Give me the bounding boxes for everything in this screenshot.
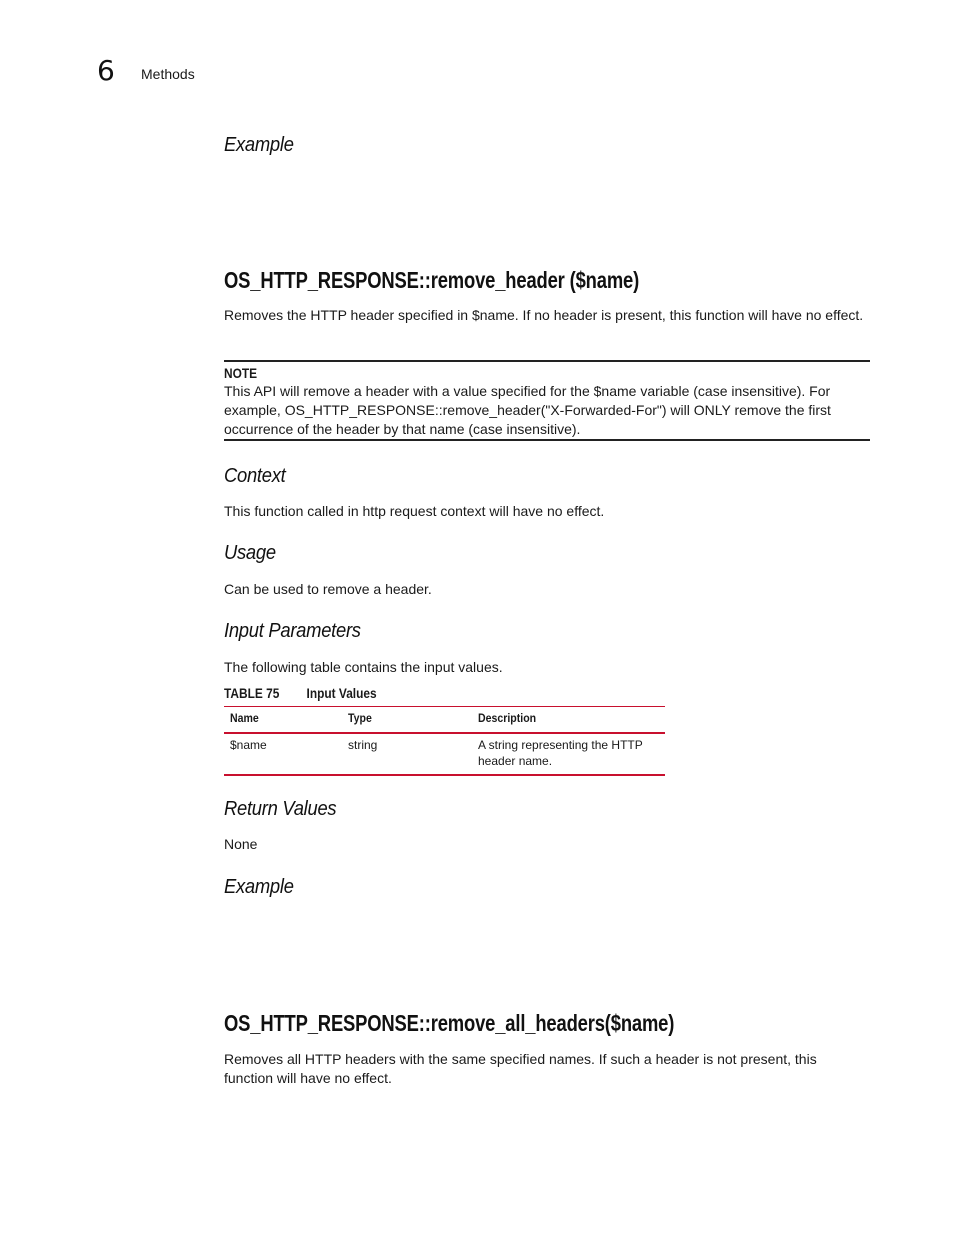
input-values-table (224, 706, 665, 776)
note-title: NOTE (224, 365, 258, 381)
note-text: This API will remove a header with a value specified for the $name variable (case insensitive). For example, OS_HTTP_RESPONSE::remove_header("X-Forwarded-For") will ONLY remove the first occurrence of the header by that name (case insensitive). (224, 383, 831, 437)
usage-heading: Usage (224, 542, 276, 564)
chapter-number: 6 (97, 54, 115, 87)
context-heading: Context (224, 465, 286, 487)
column-header-description: Description (478, 711, 537, 725)
table-cell-type: string (348, 738, 378, 752)
function-title-remove-all-headers: OS_HTTP_RESPONSE::remove_all_headers($name) (224, 1010, 675, 1036)
function-description-remove-header: Removes the HTTP header specified in $name. If no header is present, this function will have no effect. (224, 307, 864, 323)
chapter-title: Methods (141, 66, 195, 82)
function-description-remove-all-headers: Removes all HTTP headers with the same specified names. If such a header is not present, this function will have no effect. (224, 1051, 817, 1086)
table-cell-description: A string representing the HTTP header name. (478, 738, 643, 768)
function-title-remove-header: OS_HTTP_RESPONSE::remove_header ($name) (224, 267, 640, 293)
table-cell-name: $name (230, 738, 267, 752)
table-label: TABLE 75 (224, 685, 280, 701)
table-caption (224, 685, 377, 701)
input-parameters-text: The following table contains the input values. (224, 659, 503, 675)
table-header-row (224, 706, 665, 734)
table-row (224, 734, 665, 776)
example-heading-2: Example (224, 876, 294, 898)
example-heading-1: Example (224, 134, 294, 156)
note-box (224, 360, 870, 441)
input-parameters-heading: Input Parameters (224, 620, 361, 642)
column-header-type: Type (348, 711, 372, 725)
column-header-name: Name (230, 711, 259, 725)
return-values-heading: Return Values (224, 798, 337, 820)
return-values-text: None (224, 836, 258, 852)
context-text: This function called in http request context will have no effect. (224, 503, 605, 519)
usage-text: Can be used to remove a header. (224, 581, 432, 597)
table-title: Input Values (306, 685, 377, 701)
